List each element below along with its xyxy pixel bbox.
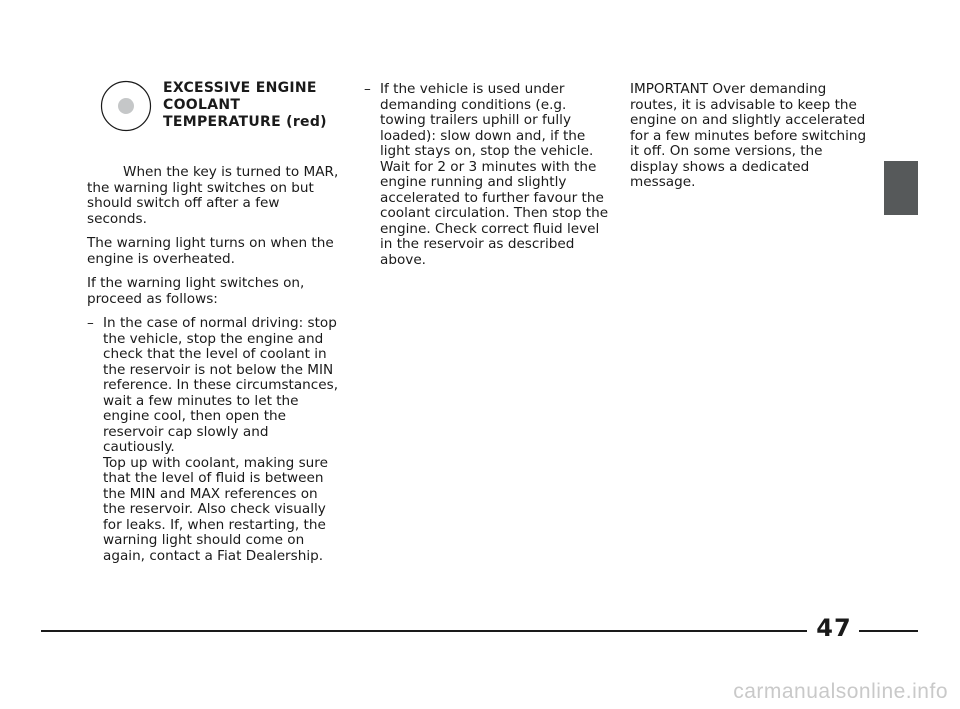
footer-rule-right: [859, 630, 918, 632]
section-tab-marker: [884, 161, 918, 215]
watermark: carmanualsonline.info: [733, 680, 948, 703]
list-item-normal-driving: [87, 316, 342, 564]
footer-rule-left: [41, 630, 807, 632]
dash-marker: –: [87, 315, 94, 331]
list-item-text: Top up with coolant, making sure that the level of fluid is between the MIN and MAX references on the reservoir. Also check visually for leaks. If, when restarting, the warning light should come on again, contact a Fiat Dealership.: [103, 454, 328, 564]
paragraph-overheated: The warning light turns on when the engine is overheated.: [87, 235, 334, 267]
paragraph-key-mar: When the key is turned to MAR, the warning light switches on but should switch off after a few seconds.: [87, 164, 339, 227]
dash-marker: –: [364, 81, 371, 97]
list-item-text: If the vehicle is used under demanding conditions (e.g. towing trailers uphill or fully loaded): slow down and, if the light stays on, stop the vehicle.: [380, 81, 594, 159]
section-heading: EXCESSIVE ENGINE COOLANT TEMPERATURE (red): [163, 80, 327, 130]
paragraph-proceed: If the warning light switches on, proceed as follows:: [87, 275, 305, 307]
column-3: [630, 82, 870, 200]
list-item-demanding-conditions: [364, 82, 609, 268]
column-2: [364, 82, 609, 268]
page-number: 47: [816, 614, 852, 642]
column-1: [87, 78, 342, 564]
list-item-text: Wait for 2 or 3 minutes with the engine running and slightly accelerated to further favour the coolant circulation. Then stop the engine. Check correct fluid level in the reservoir as described above.: [380, 158, 609, 268]
important-note: IMPORTANT Over demanding routes, it is advisable to keep the engine on and slightly accelerated for a few minutes before switching it off. On some versions, the display shows a dedicated message.: [630, 81, 867, 190]
list-item-text: In the case of normal driving: stop the vehicle, stop the engine and check that the level of coolant in the reservoir is not below the MIN reference. In these circumstances, wait a few minutes to let the engine cool, then open the reservoir cap slowly and cautiously.: [103, 315, 339, 455]
